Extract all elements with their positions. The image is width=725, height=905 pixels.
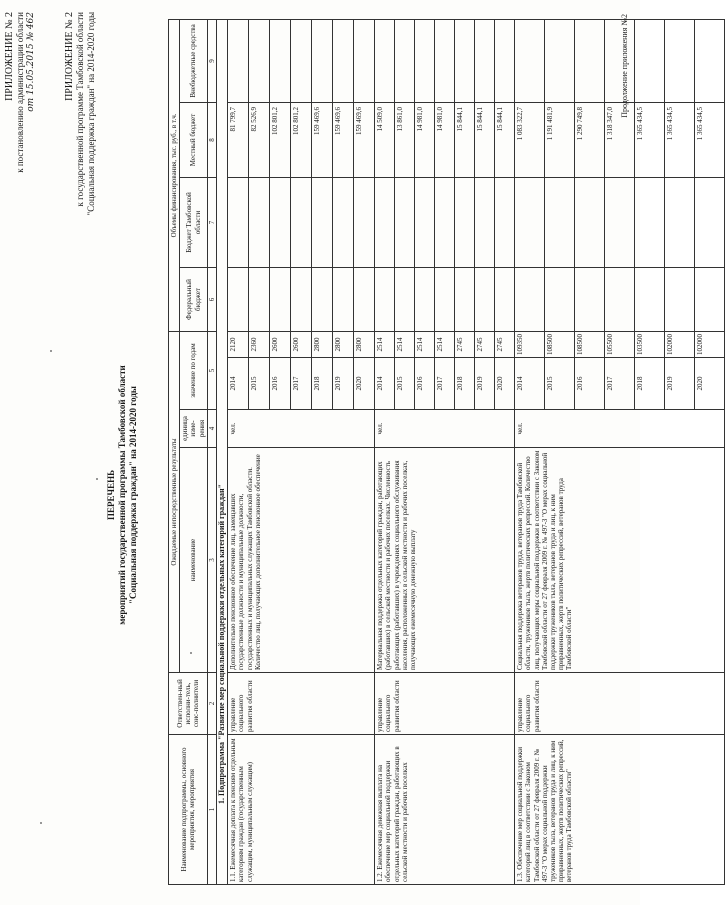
responsible-cell: управление социального развития области [228,673,375,735]
year-cell: 2014 [375,358,395,410]
empty-spacer-cell [605,267,635,331]
empty-spacer-cell [415,267,435,331]
local-budget-cell [475,19,495,102]
year-cell: 2018 [635,358,665,410]
local-budget-cell [312,19,333,102]
regional-budget-cell: 1 191 481,9 [545,102,575,177]
column-number: 2 [207,673,216,735]
indicator-value-cell: 2600 [270,331,291,357]
local-budget-cell [665,19,695,102]
continuation-note: Продолжение приложения №2 [620,14,629,118]
regional-budget-cell: 1 083 322,7 [515,102,545,177]
year-cell: 2014 [515,358,545,410]
indicator-value-cell: 105500 [605,331,635,357]
empty-spacer-cell [333,267,354,331]
column-number: 1 [207,735,216,885]
regional-budget-cell: 159 469,6 [312,102,333,177]
column-number: 8 [207,102,216,177]
indicator-cell: Материальная поддержка отдельных категорий граждан, работающих (работавших) в сельской местности и рабочих поселках. Численность работающих (работавших) в учреждениях социального обслуживания населения, расположенных в сельской местности и рабочих поселках, получающих ежемесячную денежную выплату [375,448,515,673]
subprogram-title: 1. Подпрограмма "Развитие мер социальной поддержки отдельных категорий граждан" [217,19,228,884]
regional-budget-cell: 1 365 434,5 [665,102,695,177]
local-budget-cell [270,19,291,102]
program-appendix-header [64,12,97,372]
indicator-value-cell: 2514 [375,331,395,357]
indicator-value-cell: 2745 [495,331,515,357]
indicator-value-cell: 102000 [695,331,725,357]
responsible-cell: управление социального развития области [515,673,725,735]
regional-budget-cell: 102 801,2 [270,102,291,177]
regional-budget-cell: 159 469,6 [333,102,354,177]
regional-budget-cell: 81 799,7 [228,102,249,177]
unit-cell: чел. [375,410,515,448]
year-cell: 2019 [333,358,354,410]
measure-name-cell: 1.2. Ежемесячная денежная выплата на обеспечение мер социальной поддержки отдельных категорий граждан, работающих в сельской местности и рабочих поселках [375,735,515,885]
scan-speck [40,822,42,824]
federal-budget-cell [605,177,635,267]
year-cell: 2020 [354,358,375,410]
indicator-value-cell: 103500 [635,331,665,357]
scan-speck [50,350,52,352]
federal-budget-cell [575,177,605,267]
responsible-cell: управление социального развития области [375,673,515,735]
header-expected-results: Ожидаемые непосредственные результаты [169,331,180,672]
federal-budget-cell [395,177,415,267]
title-line1: ПЕРЕЧЕНЬ [106,469,116,521]
column-number: 7 [207,177,216,267]
table-row [515,19,545,884]
header-indicator-name: наименование [180,448,208,673]
regional-budget-cell: 1 290 749,8 [575,102,605,177]
federal-budget-cell [475,177,495,267]
local-budget-cell [395,19,415,102]
year-cell: 2020 [495,358,515,410]
empty-spacer-cell [695,267,725,331]
program-appendix-line1: к государственной программе Тамбовской области [75,12,85,207]
local-budget-cell [435,19,455,102]
indicator-value-cell: 2800 [312,331,333,357]
unit-cell: чел. [228,410,375,448]
decree-appendix-line: к постановлению администрации области [15,12,25,173]
year-cell: 2016 [575,358,605,410]
scan-speck [96,478,98,480]
federal-budget-cell [545,177,575,267]
federal-budget-cell [312,177,333,267]
year-cell: 2017 [291,358,312,410]
indicator-value-cell: 108500 [575,331,605,357]
federal-budget-cell [515,177,545,267]
header-extrabudget: Внебюджетные средства [180,19,208,102]
federal-budget-cell [375,177,395,267]
empty-spacer-cell [228,267,249,331]
federal-budget-cell [249,177,270,267]
indicator-cell: Дополнительно пенсионное обеспечение лиц, замещавших государственные должности и муниципальные должности, государственных и муниципальных служащих Тамбовской области. Количество лиц, получающих дополнительное пенсионное обеспечение [228,448,375,673]
regional-budget-cell: 82 526,9 [249,102,270,177]
indicator-value-cell: 2800 [354,331,375,357]
decree-appendix-header [4,12,37,372]
column-number: 3 [207,448,216,673]
title-line2: мероприятий государственной программы Тамбовской области [117,365,127,625]
indicator-value-cell: 109350 [515,331,545,357]
year-cell: 2016 [270,358,291,410]
empty-spacer-cell [291,267,312,331]
empty-spacer-cell [545,267,575,331]
regional-budget-cell: 1 318 347,0 [605,102,635,177]
indicator-value-cell: 2514 [415,331,435,357]
year-cell: 2019 [665,358,695,410]
empty-spacer-cell [455,267,475,331]
measure-name-cell: 1.3. Обеспечение мер социальной поддержки категорий лиц в соответствии с Законом Тамбовской области от 27 февраля 2009 г. № 497-З "О мерах социальной поддержки тружеников тыла, ветеранов труда и лиц, к ним приравненных, жертв политических репрессий, ветеранов труда Тамбовской области" [515,735,725,885]
column-number: 9 [207,19,216,102]
empty-spacer-cell [249,267,270,331]
federal-budget-cell [635,177,665,267]
table-row [375,19,395,884]
regional-budget-cell: 15 844,1 [495,102,515,177]
federal-budget-cell [495,177,515,267]
empty-spacer-cell [435,267,455,331]
scan-speck [190,652,192,654]
header-funding: Объемы финансирования, тыс. руб., в т.ч. [169,19,180,331]
indicator-value-cell: 102000 [665,331,695,357]
year-cell: 2017 [435,358,455,410]
header-unit: единица изме-рения [180,410,208,448]
local-budget-cell [249,19,270,102]
header-name: Наименование подпрограммы, основного мероприятия, мероприятия [169,735,208,885]
empty-spacer-cell [635,267,665,331]
federal-budget-cell [354,177,375,267]
local-budget-cell [545,19,575,102]
year-cell: 2015 [395,358,415,410]
federal-budget-cell [333,177,354,267]
indicator-value-cell: 108500 [545,331,575,357]
program-appendix-line2: "Социальная поддержка граждан" на 2014-2020 годы [86,12,96,216]
regional-budget-cell: 15 844,1 [475,102,495,177]
decree-date-number: от 15.05.2015 № 462 [26,12,36,112]
regional-budget-cell: 159 469,6 [354,102,375,177]
empty-spacer-cell [375,267,395,331]
empty-spacer-cell [270,267,291,331]
indicator-value-cell: 2120 [228,331,249,357]
header-values-by-year: значение по годам [180,331,208,409]
local-budget-cell [354,19,375,102]
local-budget-cell [375,19,395,102]
table-row [228,19,249,884]
regional-budget-cell: 13 861,0 [395,102,415,177]
header-local: Местный бюджет [180,102,208,177]
local-budget-cell [495,19,515,102]
empty-spacer-cell [515,267,545,331]
header-federal: Федеральный бюджет [180,267,208,331]
indicator-value-cell: 2745 [455,331,475,357]
indicator-value-cell: 2800 [333,331,354,357]
measures-table [168,19,725,885]
empty-spacer-cell [312,267,333,331]
indicator-value-cell: 2360 [249,331,270,357]
measure-name-cell: 1.1. Ежемесячная доплата к пенсиям отдельным категориям граждан (государственным служащим, муниципальным служащим) [228,735,375,885]
local-budget-cell [415,19,435,102]
header-regional: Бюджет Тамбовской области [180,177,208,267]
regional-budget-cell: 102 801,2 [291,102,312,177]
federal-budget-cell [665,177,695,267]
year-cell: 2016 [415,358,435,410]
indicator-value-cell: 2514 [435,331,455,357]
regional-budget-cell: 1 365 434,5 [695,102,725,177]
local-budget-cell [455,19,475,102]
header-responsible: Ответствен-ный исполни-тель, соис-полнители [169,673,208,735]
regional-budget-cell: 1 365 434,5 [635,102,665,177]
column-number: 6 [207,267,216,331]
empty-spacer-cell [475,267,495,331]
indicator-cell: Социальная поддержка ветеранов труда, ветеранов труда Тамбовской области, тружеников тыла, жертв политических репрессий. Количество лиц, получающих меры социальной поддержки в соответствии с Законом Тамбовской области от 27 февраля 2009 г. № 497-З "О мерах социальной поддержки тружеников тыла, ветеранов труда и лиц, к ним приравненных, жертв политических репрессий, ветеранов труда Тамбовской области" [515,448,725,673]
indicator-value-cell: 2600 [291,331,312,357]
unit-cell: чел. [515,410,725,448]
regional-budget-cell: 15 844,1 [455,102,475,177]
title-line3: "Социальная поддержка граждан" на 2014-2020 годы [128,386,138,604]
federal-budget-cell [291,177,312,267]
year-cell: 2018 [455,358,475,410]
local-budget-cell [575,19,605,102]
federal-budget-cell [270,177,291,267]
local-budget-cell [333,19,354,102]
year-cell: 2014 [228,358,249,410]
empty-spacer-cell [575,267,605,331]
year-cell: 2019 [475,358,495,410]
federal-budget-cell [435,177,455,267]
indicator-value-cell: 2745 [475,331,495,357]
decree-appendix-title: ПРИЛОЖЕНИЕ № 2 [4,12,15,101]
local-budget-cell [695,19,725,102]
local-budget-cell [515,19,545,102]
year-cell: 2018 [312,358,333,410]
empty-spacer-cell [495,267,515,331]
year-cell: 2015 [249,358,270,410]
local-budget-cell [635,19,665,102]
program-appendix-title: ПРИЛОЖЕНИЕ № 2 [64,12,75,101]
column-number: 5 [207,331,216,409]
local-budget-cell [228,19,249,102]
local-budget-cell [291,19,312,102]
federal-budget-cell [695,177,725,267]
regional-budget-cell: 14 509,0 [375,102,395,177]
empty-spacer-cell [665,267,695,331]
year-cell: 2015 [545,358,575,410]
empty-spacer-cell [395,267,415,331]
year-cell: 2017 [605,358,635,410]
column-number: 4 [207,410,216,448]
federal-budget-cell [455,177,475,267]
federal-budget-cell [415,177,435,267]
regional-budget-cell: 14 981,0 [435,102,455,177]
document-title [106,235,139,755]
regional-budget-cell: 14 981,0 [415,102,435,177]
federal-budget-cell [228,177,249,267]
empty-spacer-cell [354,267,375,331]
year-cell: 2020 [695,358,725,410]
indicator-value-cell: 2514 [395,331,415,357]
